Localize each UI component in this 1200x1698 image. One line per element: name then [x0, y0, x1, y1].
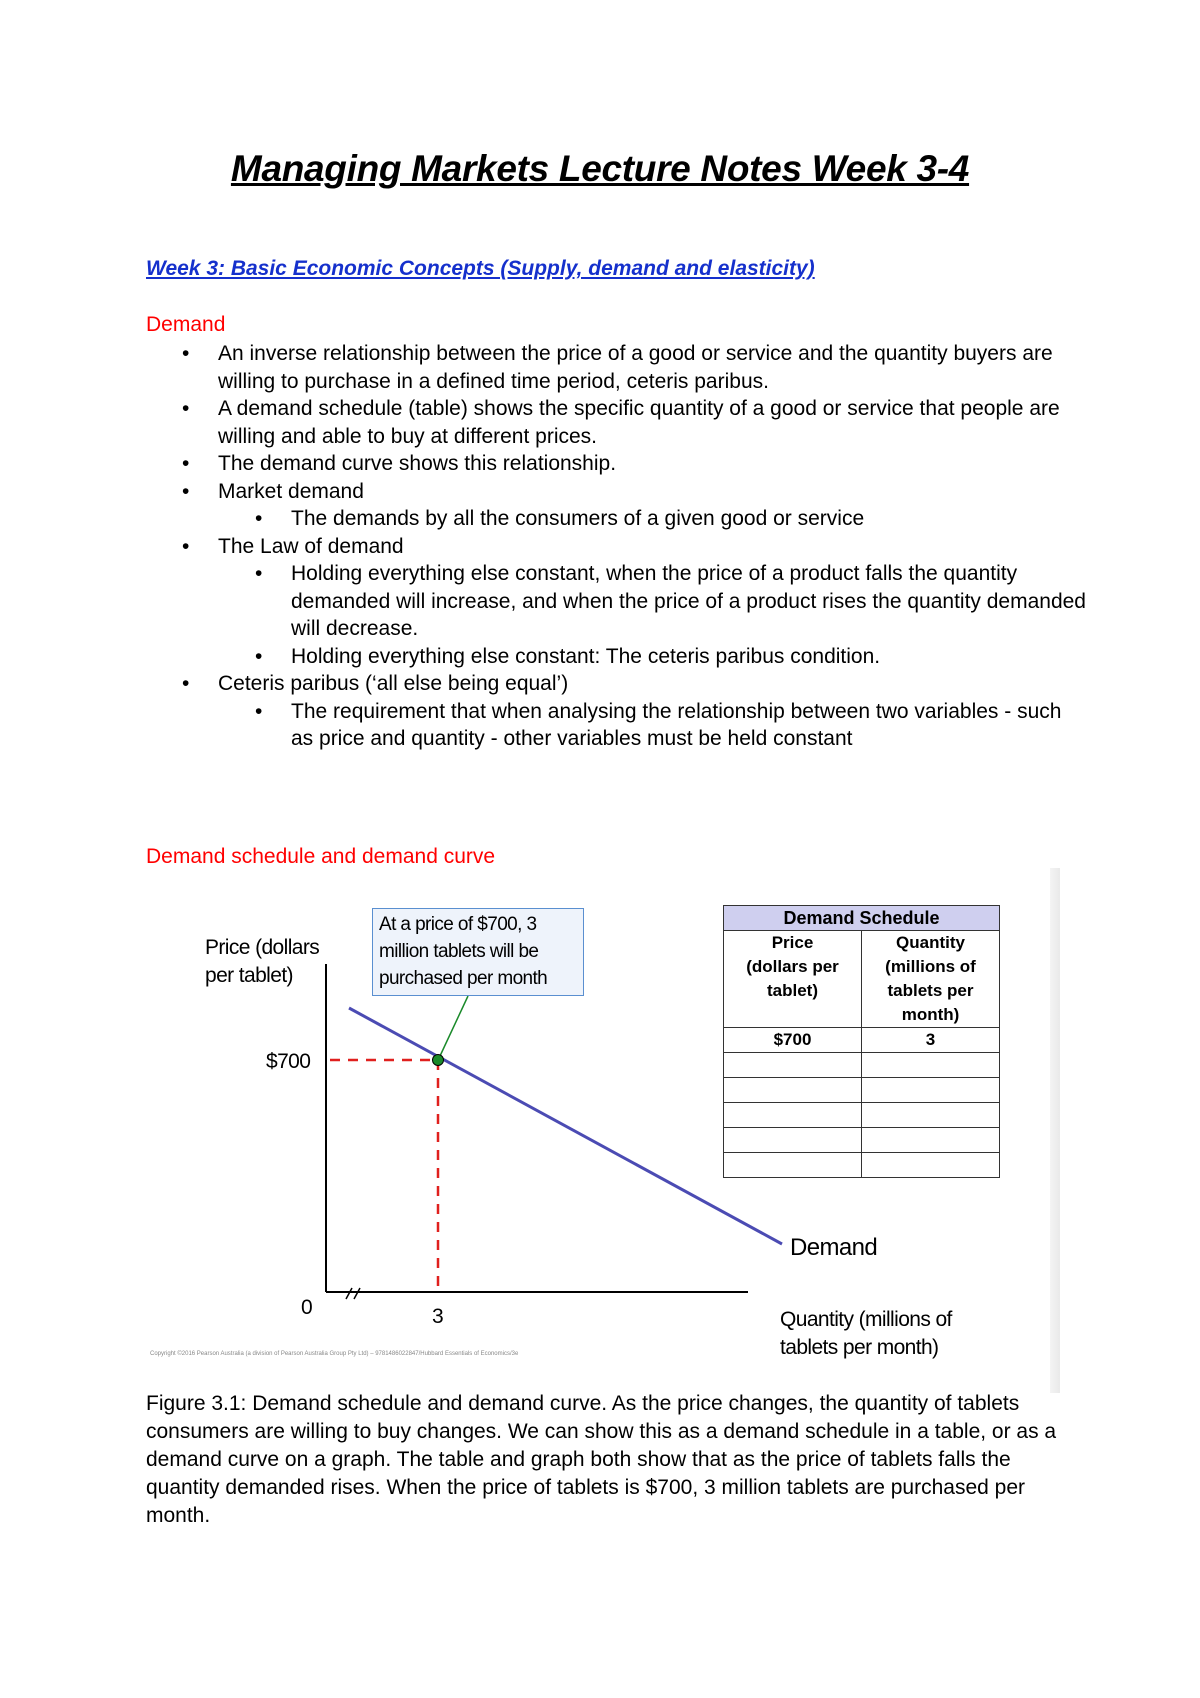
- demand-curve: [349, 1008, 782, 1244]
- data-point: [433, 1055, 444, 1066]
- copyright-notice: Copyright ©2016 Pearson Australia (a division of Pearson Australia Group Pty Ltd) – 9781486022847/Hubbard Essentials of Economics/3e: [150, 1351, 519, 1357]
- list-item: • Holding everything else constant, when the price of a product falls the quantity demanded will increase, and when the price of a product rises the quantity demanded will decrease.: [146, 560, 1086, 643]
- list-item: • The Law of demand: [146, 533, 1086, 561]
- list-item: • Holding everything else constant: The ceteris paribus condition.: [146, 643, 1086, 671]
- curve-label: Demand: [790, 1234, 878, 1261]
- list-item: • The demands by all the consumers of a given good or service: [146, 505, 1086, 533]
- quantity-column-header: Quantity (millions of tablets per month): [862, 931, 1000, 1028]
- section-heading-demand: Demand: [146, 313, 226, 336]
- table-row: [724, 1078, 1000, 1103]
- list-item: • Market demand: [146, 478, 1086, 506]
- origin-label: 0: [301, 1296, 313, 1319]
- list-item: • The demand curve shows this relationship.: [146, 450, 1086, 478]
- y-axis-label: Price (dollars per tablet): [205, 936, 320, 987]
- x-tick-label: 3: [432, 1305, 444, 1328]
- section-heading-schedule: Demand schedule and demand curve: [146, 845, 496, 868]
- x-axis-label: Quantity (millions of tablets per month): [780, 1308, 952, 1359]
- list-item: • A demand schedule (table) shows the specific quantity of a good or service that people are willing and able to buy at different prices.: [146, 395, 1086, 450]
- table-row: [724, 1103, 1000, 1128]
- price-column-header: Price (dollars per tablet): [724, 931, 862, 1028]
- callout-box: At a price of $700, 3 million tablets will be purchased per month: [372, 908, 584, 996]
- page-title: Managing Markets Lecture Notes Week 3-4: [230, 148, 970, 189]
- list-item: • Ceteris paribus (‘all else being equal’): [146, 670, 1086, 698]
- table-cell-quantity: 3: [862, 1028, 1000, 1053]
- table-cell-price: $700: [724, 1028, 862, 1053]
- list-item: • An inverse relationship between the price of a good or service and the quantity buyers are willing to purchase in a defined time period, ceteris paribus.: [146, 340, 1086, 395]
- table-row: [724, 1128, 1000, 1153]
- callout-pointer: [440, 996, 468, 1056]
- table-row: [724, 1153, 1000, 1178]
- week-heading: Week 3: Basic Economic Concepts (Supply, demand and elasticity): [146, 257, 815, 280]
- table-row: [724, 1053, 1000, 1078]
- axis-break-icon: [346, 1288, 360, 1299]
- list-item: • The requirement that when analysing the relationship between two variables - such as price and quantity - other variables must be held constant: [146, 698, 1086, 753]
- schedule-title: Demand Schedule: [724, 906, 1000, 931]
- figure-caption: Figure 3.1: Demand schedule and demand curve. As the price changes, the quantity of tablets consumers are willing to buy changes. We can show this as a demand schedule in a table, or as a demand curve on a graph. The table and graph both show that as the price of tablets falls the quantity demanded rises. When the price of tablets is $700, 3 million tablets are purchased per month.: [146, 1392, 1057, 1527]
- demand-schedule-table: [723, 905, 1000, 1178]
- y-tick-label: $700: [266, 1050, 311, 1073]
